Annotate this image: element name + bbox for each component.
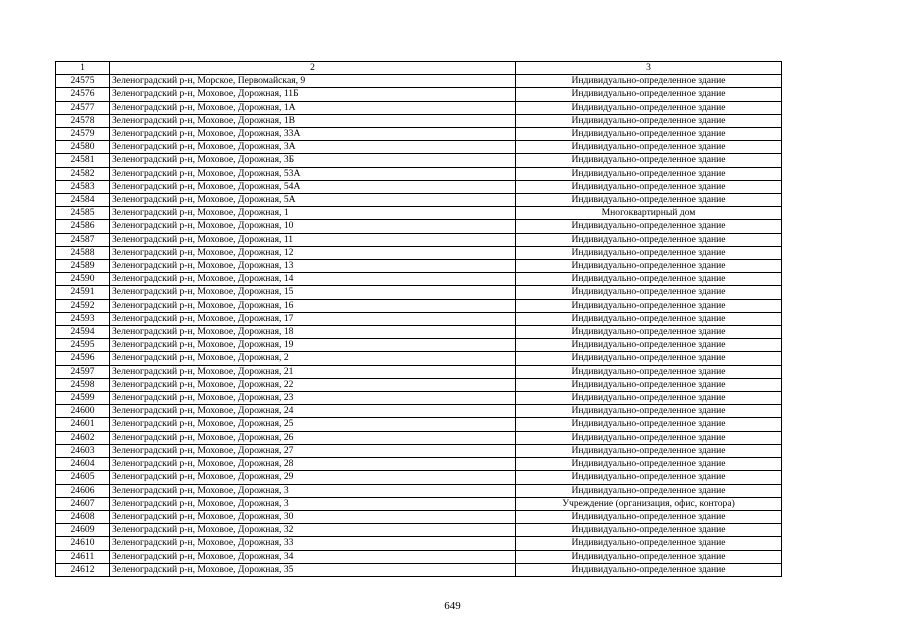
row-object-type: Индивидуально-определенное здание [516,550,782,563]
row-number: 24600 [56,405,110,418]
table-row [56,101,782,114]
row-object-type: Индивидуально-определенное здание [516,180,782,193]
table-row [56,458,782,471]
row-number: 24609 [56,524,110,537]
row-object-type: Индивидуально-определенное здание [516,484,782,497]
row-object-type: Индивидуально-определенное здание [516,154,782,167]
row-address: Зеленоградский р-н, Моховое, Дорожная, 3А [110,141,516,154]
row-object-type: Индивидуально-определенное здание [516,75,782,88]
row-object-type: Индивидуально-определенное здание [516,88,782,101]
row-number: 24591 [56,286,110,299]
row-object-type: Индивидуально-определенное здание [516,405,782,418]
row-number: 24575 [56,75,110,88]
row-number: 24605 [56,471,110,484]
table-row [56,365,782,378]
table-row [56,550,782,563]
table-row [56,497,782,510]
row-address: Зеленоградский р-н, Моховое, Дорожная, 22 [110,378,516,391]
row-address: Зеленоградский р-н, Моховое, Дорожная, 1 [110,207,516,220]
table-row [56,299,782,312]
table-row [56,167,782,180]
table-row [56,312,782,325]
row-number: 24588 [56,246,110,259]
row-number: 24607 [56,497,110,510]
row-address: Зеленоградский р-н, Моховое, Дорожная, 13 [110,260,516,273]
table-row [56,273,782,286]
registry-table [55,61,782,577]
row-address: Зеленоградский р-н, Моховое, Дорожная, 34 [110,550,516,563]
row-address: Зеленоградский р-н, Моховое, Дорожная, 16 [110,299,516,312]
row-address: Зеленоградский р-н, Моховое, Дорожная, 2 [110,352,516,365]
row-number: 24596 [56,352,110,365]
row-object-type: Индивидуально-определенное здание [516,128,782,141]
row-object-type: Индивидуально-определенное здание [516,312,782,325]
row-object-type: Индивидуально-определенное здание [516,471,782,484]
row-address: Зеленоградский р-н, Моховое, Дорожная, 15 [110,286,516,299]
row-number: 24604 [56,458,110,471]
table-row [56,207,782,220]
row-address: Зеленоградский р-н, Морское, Первомайская, 9 [110,75,516,88]
row-object-type: Индивидуально-определенное здание [516,273,782,286]
row-object-type: Индивидуально-определенное здание [516,458,782,471]
row-object-type: Индивидуально-определенное здание [516,326,782,339]
row-object-type: Индивидуально-определенное здание [516,260,782,273]
row-number: 24603 [56,444,110,457]
row-number: 24608 [56,510,110,523]
table-row [56,418,782,431]
row-number: 24599 [56,392,110,405]
row-object-type: Индивидуально-определенное здание [516,339,782,352]
row-address: Зеленоградский р-н, Моховое, Дорожная, 25 [110,418,516,431]
row-number: 24592 [56,299,110,312]
table-row [56,128,782,141]
row-number: 24606 [56,484,110,497]
row-object-type: Индивидуально-определенное здание [516,141,782,154]
row-object-type: Индивидуально-определенное здание [516,537,782,550]
table-row [56,286,782,299]
table-row [56,141,782,154]
row-address: Зеленоградский р-н, Моховое, Дорожная, 10 [110,220,516,233]
row-number: 24576 [56,88,110,101]
row-number: 24593 [56,312,110,325]
table-row [56,75,782,88]
row-number: 24583 [56,180,110,193]
table-row [56,392,782,405]
row-number: 24581 [56,154,110,167]
row-number: 24578 [56,114,110,127]
row-object-type: Индивидуально-определенное здание [516,233,782,246]
row-number: 24594 [56,326,110,339]
table-row [56,260,782,273]
row-address: Зеленоградский р-н, Моховое, Дорожная, 19 [110,339,516,352]
row-address: Зеленоградский р-н, Моховое, Дорожная, 14 [110,273,516,286]
row-object-type: Индивидуально-определенное здание [516,365,782,378]
row-number: 24584 [56,194,110,207]
table-row [56,537,782,550]
row-number: 24587 [56,233,110,246]
row-address: Зеленоградский р-н, Моховое, Дорожная, 21 [110,365,516,378]
column-header-1: 1 [56,62,110,75]
row-number: 24612 [56,563,110,576]
table-row [56,444,782,457]
row-number: 24579 [56,128,110,141]
column-header-3: 3 [516,62,782,75]
row-object-type: Учреждение (организация, офис, контора) [516,497,782,510]
table-row [56,88,782,101]
row-number: 24595 [56,339,110,352]
row-address: Зеленоградский р-н, Моховое, Дорожная, 23 [110,392,516,405]
row-address: Зеленоградский р-н, Моховое, Дорожная, 27 [110,444,516,457]
row-object-type: Индивидуально-определенное здание [516,299,782,312]
row-address: Зеленоградский р-н, Моховое, Дорожная, 24 [110,405,516,418]
row-address: Зеленоградский р-н, Моховое, Дорожная, 35 [110,563,516,576]
row-address: Зеленоградский р-н, Моховое, Дорожная, 33 [110,537,516,550]
row-number: 24582 [56,167,110,180]
row-number: 24610 [56,537,110,550]
table-row [56,233,782,246]
row-number: 24590 [56,273,110,286]
row-object-type: Индивидуально-определенное здание [516,524,782,537]
row-address: Зеленоградский р-н, Моховое, Дорожная, 18 [110,326,516,339]
row-object-type: Индивидуально-определенное здание [516,431,782,444]
row-number: 24598 [56,378,110,391]
row-address: Зеленоградский р-н, Моховое, Дорожная, 26 [110,431,516,444]
table-body [56,75,782,577]
table-row [56,431,782,444]
row-object-type: Индивидуально-определенное здание [516,194,782,207]
table-row [56,352,782,365]
row-address: Зеленоградский р-н, Моховое, Дорожная, 32 [110,524,516,537]
row-number: 24611 [56,550,110,563]
row-number: 24601 [56,418,110,431]
table-row [56,180,782,193]
row-object-type: Индивидуально-определенное здание [516,444,782,457]
row-object-type: Индивидуально-определенное здание [516,286,782,299]
row-number: 24577 [56,101,110,114]
column-header-2: 2 [110,62,516,75]
table-row [56,484,782,497]
row-address: Зеленоградский р-н, Моховое, Дорожная, 17 [110,312,516,325]
row-address: Зеленоградский р-н, Моховое, Дорожная, 54А [110,180,516,193]
row-address: Зеленоградский р-н, Моховое, Дорожная, 1А [110,101,516,114]
row-object-type: Многоквартирный дом [516,207,782,220]
row-address: Зеленоградский р-н, Моховое, Дорожная, 28 [110,458,516,471]
row-object-type: Индивидуально-определенное здание [516,510,782,523]
table-row [56,220,782,233]
row-number: 24597 [56,365,110,378]
table-row [56,510,782,523]
row-number: 24602 [56,431,110,444]
table-row [56,154,782,167]
row-address: Зеленоградский р-н, Моховое, Дорожная, 53А [110,167,516,180]
row-object-type: Индивидуально-определенное здание [516,418,782,431]
row-number: 24586 [56,220,110,233]
table-row [56,246,782,259]
row-object-type: Индивидуально-определенное здание [516,114,782,127]
row-object-type: Индивидуально-определенное здание [516,392,782,405]
row-object-type: Индивидуально-определенное здание [516,101,782,114]
row-object-type: Индивидуально-определенное здание [516,167,782,180]
row-object-type: Индивидуально-определенное здание [516,246,782,259]
page-number: 649 [444,600,461,612]
row-address: Зеленоградский р-н, Моховое, Дорожная, 29 [110,471,516,484]
row-number: 24589 [56,260,110,273]
row-object-type: Индивидуально-определенное здание [516,352,782,365]
table-row [56,326,782,339]
row-address: Зеленоградский р-н, Моховое, Дорожная, 1В [110,114,516,127]
row-number: 24580 [56,141,110,154]
row-address: Зеленоградский р-н, Моховое, Дорожная, 33А [110,128,516,141]
table-row [56,194,782,207]
row-number: 24585 [56,207,110,220]
row-address: Зеленоградский р-н, Моховое, Дорожная, 3 [110,484,516,497]
header-row [56,62,782,75]
table-row [56,339,782,352]
table-row [56,405,782,418]
table-row [56,378,782,391]
table-row [56,114,782,127]
table-row [56,563,782,576]
row-address: Зеленоградский р-н, Моховое, Дорожная, 11Б [110,88,516,101]
row-address: Зеленоградский р-н, Моховое, Дорожная, 30 [110,510,516,523]
row-object-type: Индивидуально-определенное здание [516,378,782,391]
row-address: Зеленоградский р-н, Моховое, Дорожная, 3 [110,497,516,510]
table-row [56,471,782,484]
row-address: Зеленоградский р-н, Моховое, Дорожная, 11 [110,233,516,246]
row-object-type: Индивидуально-определенное здание [516,220,782,233]
row-address: Зеленоградский р-н, Моховое, Дорожная, 12 [110,246,516,259]
row-address: Зеленоградский р-н, Моховое, Дорожная, 5А [110,194,516,207]
row-address: Зеленоградский р-н, Моховое, Дорожная, 3Б [110,154,516,167]
table-row [56,524,782,537]
row-object-type: Индивидуально-определенное здание [516,563,782,576]
